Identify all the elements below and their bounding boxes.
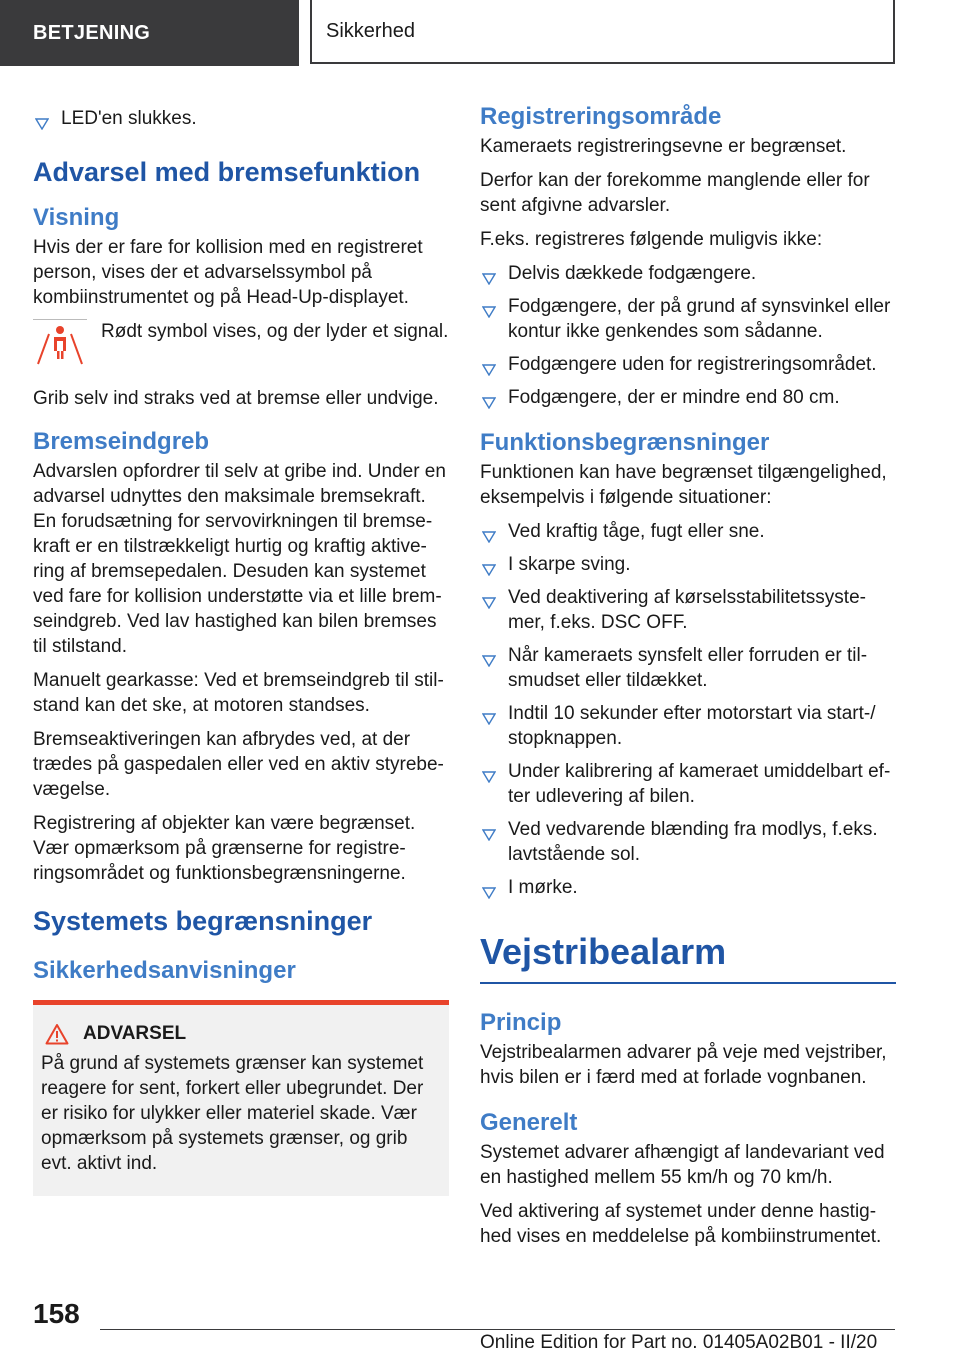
list-item: Når kameraets synsfelt eller forruden er tilsmudset eller tildækket. bbox=[480, 643, 896, 693]
list-item: Ved vedvarende blænding fra modlys, f.eks. lavtstående sol. bbox=[480, 817, 896, 867]
symbol-row bbox=[33, 319, 449, 370]
brake-paragraph-4: Registrering af objekter kan være begrænset. Vær opmærksom på grænserne for registreringsområdet og funktionsbegrænsningerne. bbox=[33, 813, 416, 884]
heading-detection: Registreringsområde bbox=[480, 103, 722, 130]
pedestrian-warning-icon bbox=[33, 319, 87, 370]
heading-safety: Sikkerhedsanvisninger bbox=[33, 957, 296, 984]
function-paragraph: Funktionen kan have begrænset tilgængelighed, eksempelvis i følgende situationer: bbox=[480, 462, 887, 508]
brake-paragraph-2: Manuelt gearkasse: Ved et bremseindgreb til stilstand kan det ske, at motoren standses. bbox=[33, 670, 444, 716]
display-text: Hvis der er fare for kollision med en registreret person, vises der et advarselssymbol på kombiinstrumentet og på Head-Up-displayet. bbox=[33, 237, 423, 308]
list-item: Fodgængere uden for registreringsområdet. bbox=[480, 352, 896, 377]
list-item: Indtil 10 sekunder efter motorstart via start-/ stopknappen. bbox=[480, 701, 896, 751]
warning-title: ADVARSEL bbox=[41, 1023, 439, 1045]
detection-paragraph-1: Kameraets registreringsevne er begrænset. bbox=[480, 136, 847, 157]
intro-list bbox=[33, 106, 449, 131]
chapter-tab: Sikkerhed bbox=[310, 0, 895, 64]
heading-system-limits: Systemets begrænsninger bbox=[33, 906, 373, 936]
detection-list bbox=[480, 261, 896, 410]
heading-warning-brake: Advarsel med bremsefunktion bbox=[33, 157, 421, 187]
list-item: Fodgængere, der er mindre end 80 cm. bbox=[480, 385, 896, 410]
list-item: I skarpe sving. bbox=[480, 552, 896, 577]
page-header bbox=[0, 0, 960, 66]
list-item: Delvis dækkede fodgængere. bbox=[480, 261, 896, 286]
footer-divider bbox=[100, 1329, 895, 1330]
general-paragraph-2: Ved aktivering af systemet under denne hastighed vises en meddelelse på kombiinstrumentet. bbox=[480, 1201, 882, 1247]
list-item: I mørke. bbox=[480, 875, 896, 900]
symbol-caption: Rødt symbol vises, og der lyder et signal. bbox=[101, 321, 449, 342]
principle-text: Vejstribealarmen advarer på veje med vejstriber, hvis bilen er i færd med at forlade vognbanen. bbox=[480, 1042, 887, 1088]
right-column bbox=[480, 102, 896, 1258]
section-tab: BETJENING bbox=[0, 0, 299, 66]
list-item: Under kalibrering af kameraet umiddelbart efter udlevering af bilen. bbox=[480, 759, 896, 809]
brake-paragraph-1: Advarslen opfordrer til selv at gribe ind. Under en advarsel udnyttes den maksimale bremsekraft. En forudsætning for servovirkningen til bremsekraft er en tilstrækkeligt hurtig og kraftig aktivering af bremsepedalen. Desuden kan systemet ved fare for kollision understøtte via et lille bremseindgreb. Ved lav hastighed kan bilen bremses til stilstand. bbox=[33, 461, 446, 657]
footer-edition: Online Edition for Part no. 01405A02B01 - II/20 bbox=[480, 1332, 878, 1353]
page-number: 158 bbox=[33, 1298, 80, 1329]
heading-principle: Princip bbox=[480, 1009, 562, 1036]
list-item: Fodgængere, der på grund af synsvinkel eller kontur ikke genkendes som sådanne. bbox=[480, 294, 896, 344]
warning-text: På grund af systemets grænser kan systemet reagere for sent, forkert eller ubegrundet. Der er risiko for ulykker eller materiel skade. Vær opmærksom på systemets grænser, og grib evt. aktivt ind. bbox=[41, 1053, 424, 1174]
brake-paragraph-3: Bremseaktiveringen kan afbrydes ved, at der trædes på gaspedalen eller ved en aktiv styrebevægelse. bbox=[33, 729, 444, 800]
heading-display: Visning bbox=[33, 204, 120, 231]
warning-triangle-icon bbox=[45, 1023, 69, 1045]
detection-paragraph-3: F.eks. registreres følgende muligvis ikke: bbox=[480, 229, 823, 250]
list-item: LED'en slukkes. bbox=[33, 106, 449, 131]
heading-function-limits: Funktionsbegrænsninger bbox=[480, 429, 770, 456]
detection-paragraph-2: Derfor kan der forekomme manglende eller for sent afgivne advarsler. bbox=[480, 170, 870, 216]
function-list bbox=[480, 519, 896, 900]
heading-general: Generelt bbox=[480, 1109, 578, 1136]
heading-lane-alarm: Vejstribealarm bbox=[480, 930, 896, 984]
left-column bbox=[33, 96, 449, 1196]
general-paragraph-1: Systemet advarer afhængigt af landevariant ved en hastighed mellem 55 km/h og 70 km/h. bbox=[480, 1142, 885, 1188]
act-text: Grib selv ind straks ved at bremse eller undvige. bbox=[33, 388, 439, 409]
heading-brake-intervention: Bremseindgreb bbox=[33, 428, 210, 455]
list-item: Ved deaktivering af kørselsstabilitetssystemer, f.eks. DSC OFF. bbox=[480, 585, 896, 635]
list-item: Ved kraftig tåge, fugt eller sne. bbox=[480, 519, 896, 544]
warning-box bbox=[33, 1000, 449, 1196]
